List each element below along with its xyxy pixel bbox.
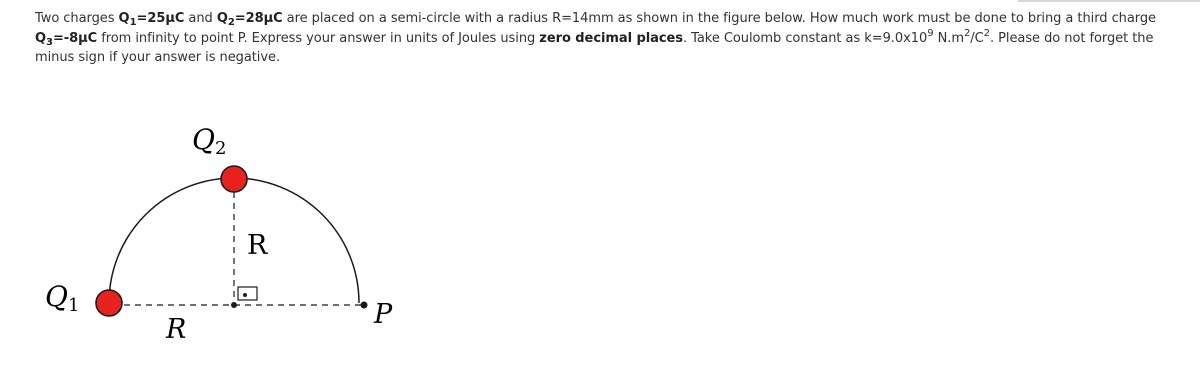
charge-q1-circle — [96, 290, 122, 316]
point-p-marker — [361, 302, 368, 309]
precision-emphasis: zero decimal places — [539, 30, 683, 46]
question-text-part: Two charges — [35, 11, 119, 26]
exponent: 2 — [983, 27, 990, 39]
center-point — [231, 302, 237, 308]
point-p-label: P — [374, 299, 393, 330]
question-text-part: N.m — [933, 30, 964, 46]
q2-label: Q2 — [192, 123, 227, 159]
q1-name: $Q_1=25\mu C$ — [118, 11, 185, 28]
question-text-part: and — [184, 11, 217, 26]
question-text-part: from infinity to point P. Express your answer in units of Joules using — [97, 30, 540, 46]
question-text-part: . Please do not forget the minus sign if your answer is negative. — [35, 30, 1154, 65]
right-angle-marker — [238, 287, 257, 300]
question-text-part: are placed on a semi-circle with a radius R=14mm as shown in the figure below. How much work must be done to bring a third charge — [282, 11, 1157, 26]
q3-name: $Q_3=-8\mu C$ — [35, 30, 98, 48]
right-angle-dot — [243, 293, 247, 297]
question-text-part: . Take Coulomb constant as k=9.0x10 — [682, 30, 928, 46]
exponent: 9 — [927, 27, 934, 39]
q2-name: $Q_2=28\mu C$ — [216, 11, 283, 28]
radius-label-vertical: R — [247, 230, 268, 261]
q1-label: Q1 — [45, 280, 80, 316]
charge-q2-circle — [221, 166, 247, 192]
exponent: 2 — [963, 27, 971, 39]
radius-label-horizontal: R — [166, 314, 187, 345]
question-text-part: /C — [970, 30, 984, 46]
